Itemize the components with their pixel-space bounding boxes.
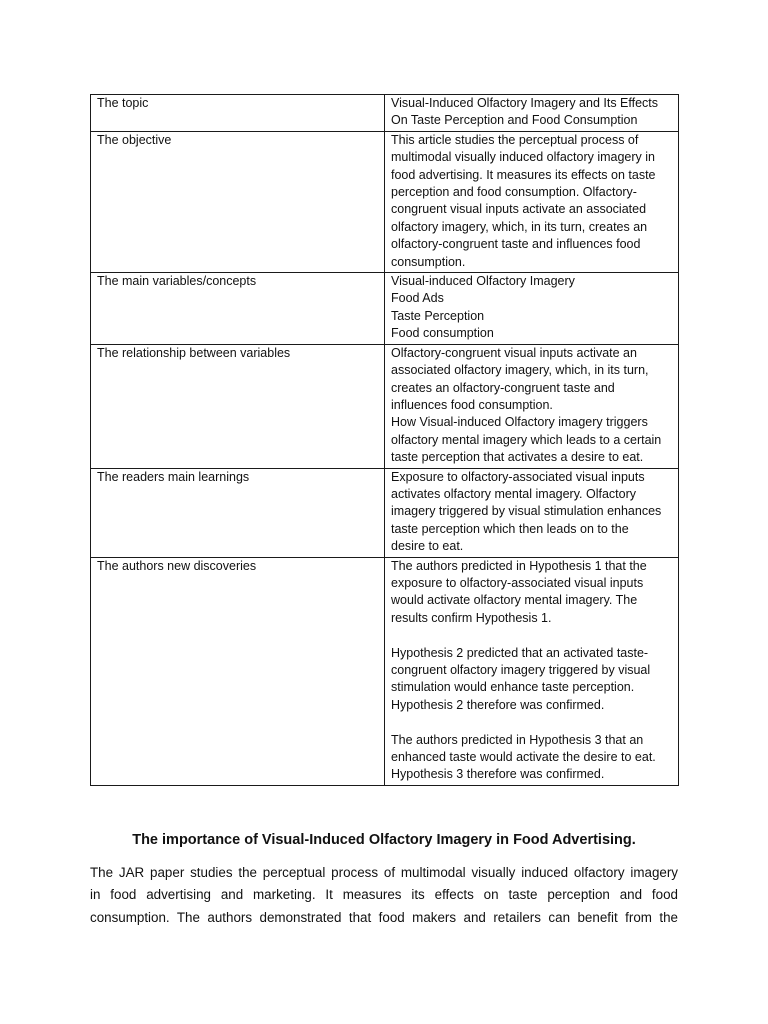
row-label-cell	[91, 273, 385, 345]
row-value-line: Exposure to olfactory-associated visual inputs	[391, 469, 645, 484]
row-value-line: exposure to olfactory-associated visual inputs	[391, 575, 644, 590]
summary-table-body	[91, 95, 679, 786]
paragraph-line: consumption. The authors demonstrated that food makers and retailers can benefit from the	[90, 909, 678, 925]
table-row	[91, 131, 679, 272]
row-value-line: On Taste Perception and Food Consumption	[391, 113, 638, 128]
row-value-line: taste perception which then leads on to the	[391, 521, 629, 536]
row-value-line: desire to eat.	[391, 539, 464, 554]
row-label: The relationship between variables	[97, 345, 291, 360]
table-row	[91, 273, 679, 345]
row-value-line: Visual-Induced Olfactory Imagery and Its Effects	[391, 96, 659, 110]
row-value-line: Food Ads	[391, 291, 444, 306]
row-value-cell	[385, 273, 679, 345]
row-value-cell	[385, 344, 679, 468]
row-label-cell	[91, 557, 385, 785]
row-value-cell	[385, 468, 679, 557]
row-value-line: stimulation would enhance taste perception.	[391, 680, 635, 695]
row-value-line: perception and food consumption. Olfactory-	[391, 185, 637, 200]
row-value-line: olfactory mental imagery which leads to a certain	[391, 432, 662, 447]
paragraph-line: in food advertising and marketing. It measures its effects on taste perception and food	[90, 887, 678, 903]
blank-line	[391, 714, 672, 731]
row-value-line: The authors predicted in Hypothesis 1 that the	[391, 558, 647, 573]
table-row	[91, 468, 679, 557]
row-value-line: Food consumption	[391, 326, 494, 341]
row-value-line: congruent visual inputs activate an associated	[391, 202, 647, 217]
row-value-line: How Visual-induced Olfactory imagery triggers	[391, 415, 648, 430]
row-label-cell	[91, 344, 385, 468]
row-value-line: congruent olfactory imagery triggered by visual	[391, 662, 651, 677]
row-value-line: This article studies the perceptual process of	[391, 132, 639, 147]
row-value-line: consumption.	[391, 254, 466, 269]
row-label: The objective	[97, 132, 172, 147]
row-value-cell	[385, 95, 679, 132]
paragraph-line: The JAR paper studies the perceptual process of multimodal visually induced olfactory imagery	[90, 865, 678, 880]
row-label-cell	[91, 131, 385, 272]
row-value-line: olfactory-congruent taste and influences food	[391, 237, 641, 252]
row-value-cell	[385, 131, 679, 272]
row-value-line: Visual-induced Olfactory Imagery	[391, 274, 575, 289]
blank-line	[391, 627, 672, 644]
summary-table	[90, 94, 679, 786]
row-value-line: Hypothesis 2 therefore was confirmed.	[391, 697, 605, 712]
row-value-line: would activate olfactory mental imagery. The	[391, 593, 638, 608]
row-value-line: multimodal visually induced olfactory imagery in	[391, 150, 656, 165]
table-row	[91, 95, 679, 132]
row-value-line: imagery triggered by visual stimulation enhances	[391, 504, 662, 519]
row-value-line: Olfactory-congruent visual inputs activate an	[391, 345, 637, 360]
row-value-cell	[385, 557, 679, 785]
section-heading: The importance of Visual-Induced Olfactory Imagery in Food Advertising.	[132, 832, 636, 848]
row-value-line: Hypothesis 2 predicted that an activated taste-	[391, 645, 649, 660]
row-value-line: associated olfactory imagery, which, in its turn,	[391, 363, 649, 378]
row-label-cell	[91, 468, 385, 557]
row-value-line: food advertising. It measures its effects on taste	[391, 167, 656, 182]
row-label: The authors new discoveries	[97, 558, 257, 573]
row-value-line: creates an olfactory-congruent taste and	[391, 380, 615, 395]
row-value-line: Taste Perception	[391, 308, 485, 323]
row-label: The topic	[97, 96, 149, 110]
row-label-cell	[91, 95, 385, 132]
row-value-line: taste perception that activates a desire to eat.	[391, 450, 644, 465]
row-label: The readers main learnings	[97, 469, 250, 484]
table-row	[91, 344, 679, 468]
row-value-line: enhanced taste would activate the desire to eat.	[391, 750, 656, 764]
row-value-line: Hypothesis 3 therefore was confirmed.	[391, 767, 605, 782]
row-value-line: olfactory imagery, which, in its turn, creates an	[391, 219, 648, 234]
row-value-line: influences food consumption.	[391, 397, 553, 412]
row-value-line: results confirm Hypothesis 1.	[391, 610, 552, 625]
row-value-line: The authors predicted in Hypothesis 3 that an	[391, 732, 644, 747]
body-paragraph	[90, 862, 678, 929]
row-value-line: activates olfactory mental imagery. Olfactory	[391, 486, 636, 501]
table-row	[91, 557, 679, 785]
row-label: The main variables/concepts	[97, 274, 257, 289]
